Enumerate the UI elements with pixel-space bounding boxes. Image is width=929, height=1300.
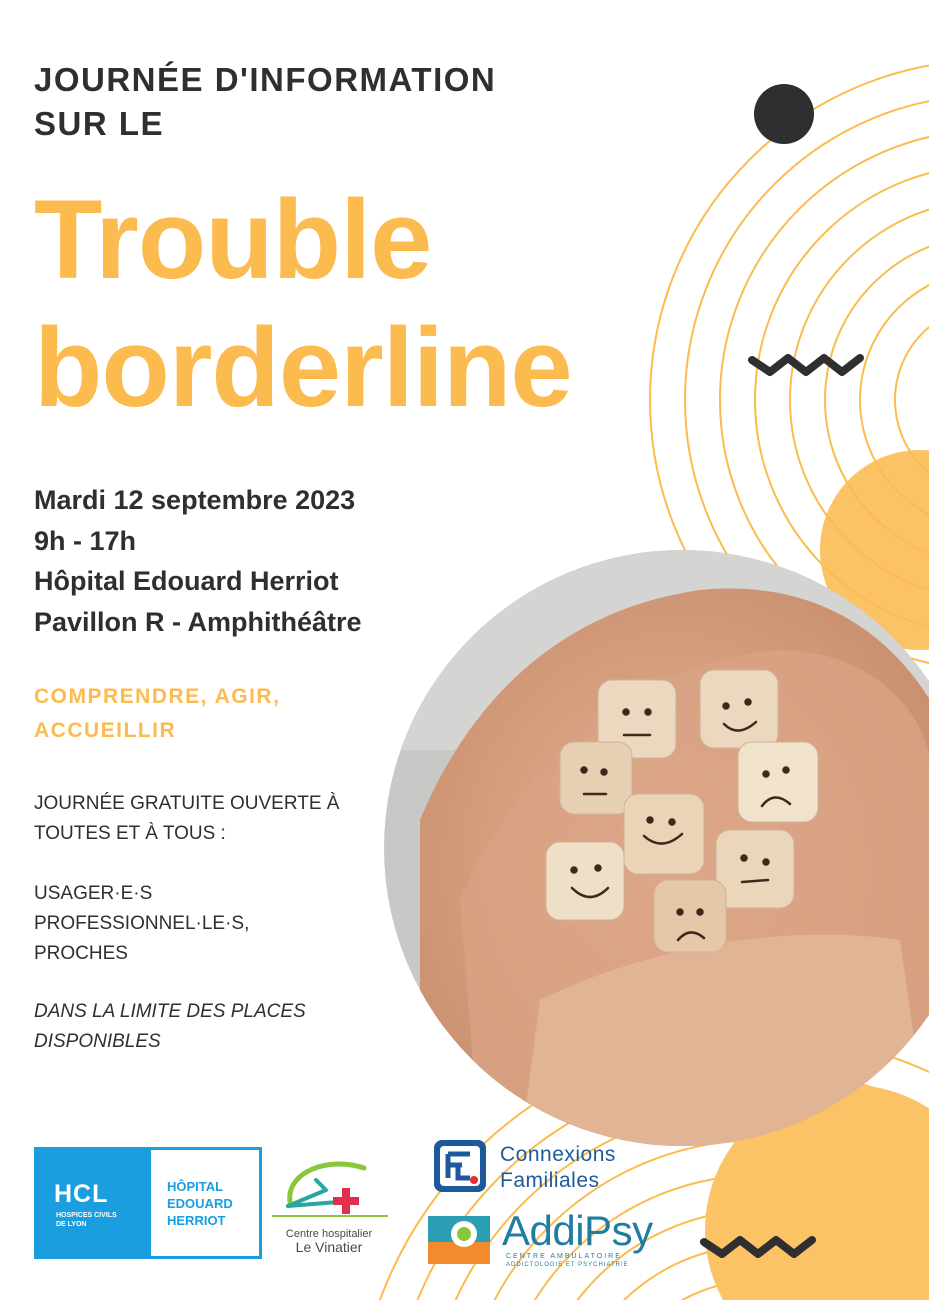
- cf-line1: Connexions: [500, 1143, 616, 1166]
- vinatier-name: [268, 1228, 390, 1255]
- hcl-hospital-line2: EDOUARD: [167, 1196, 233, 1211]
- title-line1: Trouble: [34, 177, 432, 302]
- vinatier-line1: Centre hospitalier: [285, 1228, 373, 1240]
- addipsy-subtitle-1: CENTRE AMBULATOIRE: [506, 1253, 622, 1260]
- tagline: [34, 680, 280, 748]
- connexions-familiales-icon: [432, 1138, 488, 1194]
- audience-intro-line2: TOUTES ET À TOUS :: [34, 823, 226, 844]
- hcl-hospital-line3: HERRIOT: [167, 1213, 226, 1228]
- event-hours: 9h - 17h: [34, 525, 137, 556]
- event-location: Pavillon R - Amphithéâtre: [34, 606, 362, 637]
- connexions-familiales-logo: [432, 1138, 652, 1198]
- capacity-note: [34, 997, 306, 1057]
- audience-group: PROCHES: [34, 943, 128, 964]
- addipsy-icon: [428, 1212, 494, 1268]
- hcl-full-line1: HOSPICES CIVILS: [56, 1212, 117, 1219]
- audience-group: PROFESSIONNEL·LE·S,: [34, 913, 250, 934]
- event-details: [34, 480, 362, 642]
- capacity-note-line2: DISPONIBLES: [34, 1031, 161, 1052]
- tagline-line2: ACCUEILLIR: [34, 719, 177, 742]
- addipsy-name: AddiPsy: [502, 1207, 653, 1254]
- event-date: Mardi 12 septembre 2023: [34, 485, 356, 515]
- event-hospital: Hôpital Edouard Herriot: [34, 566, 339, 596]
- audience-intro: [34, 789, 339, 849]
- audience-intro-line1: JOURNÉE GRATUITE OUVERTE À: [34, 793, 340, 814]
- hcl-logo-mark: [34, 1147, 148, 1259]
- title-line2: borderline: [34, 305, 572, 430]
- addipsy-subtitle-2: ADDICTOLOGIE ET PSYCHIATRIE: [506, 1262, 629, 1268]
- hcl-logo: [34, 1147, 262, 1259]
- event-type-heading: [34, 58, 496, 146]
- audience-group: USAGER·E·S: [34, 883, 153, 904]
- connexions-familiales-name: [500, 1142, 616, 1194]
- dark-dot: [754, 84, 814, 144]
- audience-groups: [34, 879, 249, 969]
- hcl-abbr: HCL: [54, 1180, 109, 1208]
- event-type-line1: JOURNÉE D'INFORMATION: [34, 61, 497, 98]
- hcl-full-name: [56, 1211, 117, 1229]
- vinatier-line2: Le Vinatier: [295, 1239, 363, 1255]
- hcl-hospital-line1: HÔPITAL: [167, 1179, 224, 1194]
- addipsy-logo: [428, 1208, 668, 1272]
- hcl-full-line2: DE LYON: [56, 1221, 87, 1228]
- hcl-hospital-name: [167, 1178, 233, 1229]
- vinatier-logo: [268, 1150, 408, 1260]
- cf-line2: Familiales: [500, 1169, 600, 1192]
- event-type-line2: SUR LE: [34, 105, 165, 142]
- zigzag-top: [752, 358, 860, 372]
- hcl-hospital-panel: [151, 1150, 259, 1256]
- capacity-note-line1: DANS LA LIMITE DES PLACES: [34, 1001, 306, 1022]
- hands-dice-photo: [380, 550, 929, 1150]
- tagline-line1: COMPRENDRE, AGIR,: [34, 685, 281, 708]
- vinatier-logo-mark: [268, 1150, 398, 1228]
